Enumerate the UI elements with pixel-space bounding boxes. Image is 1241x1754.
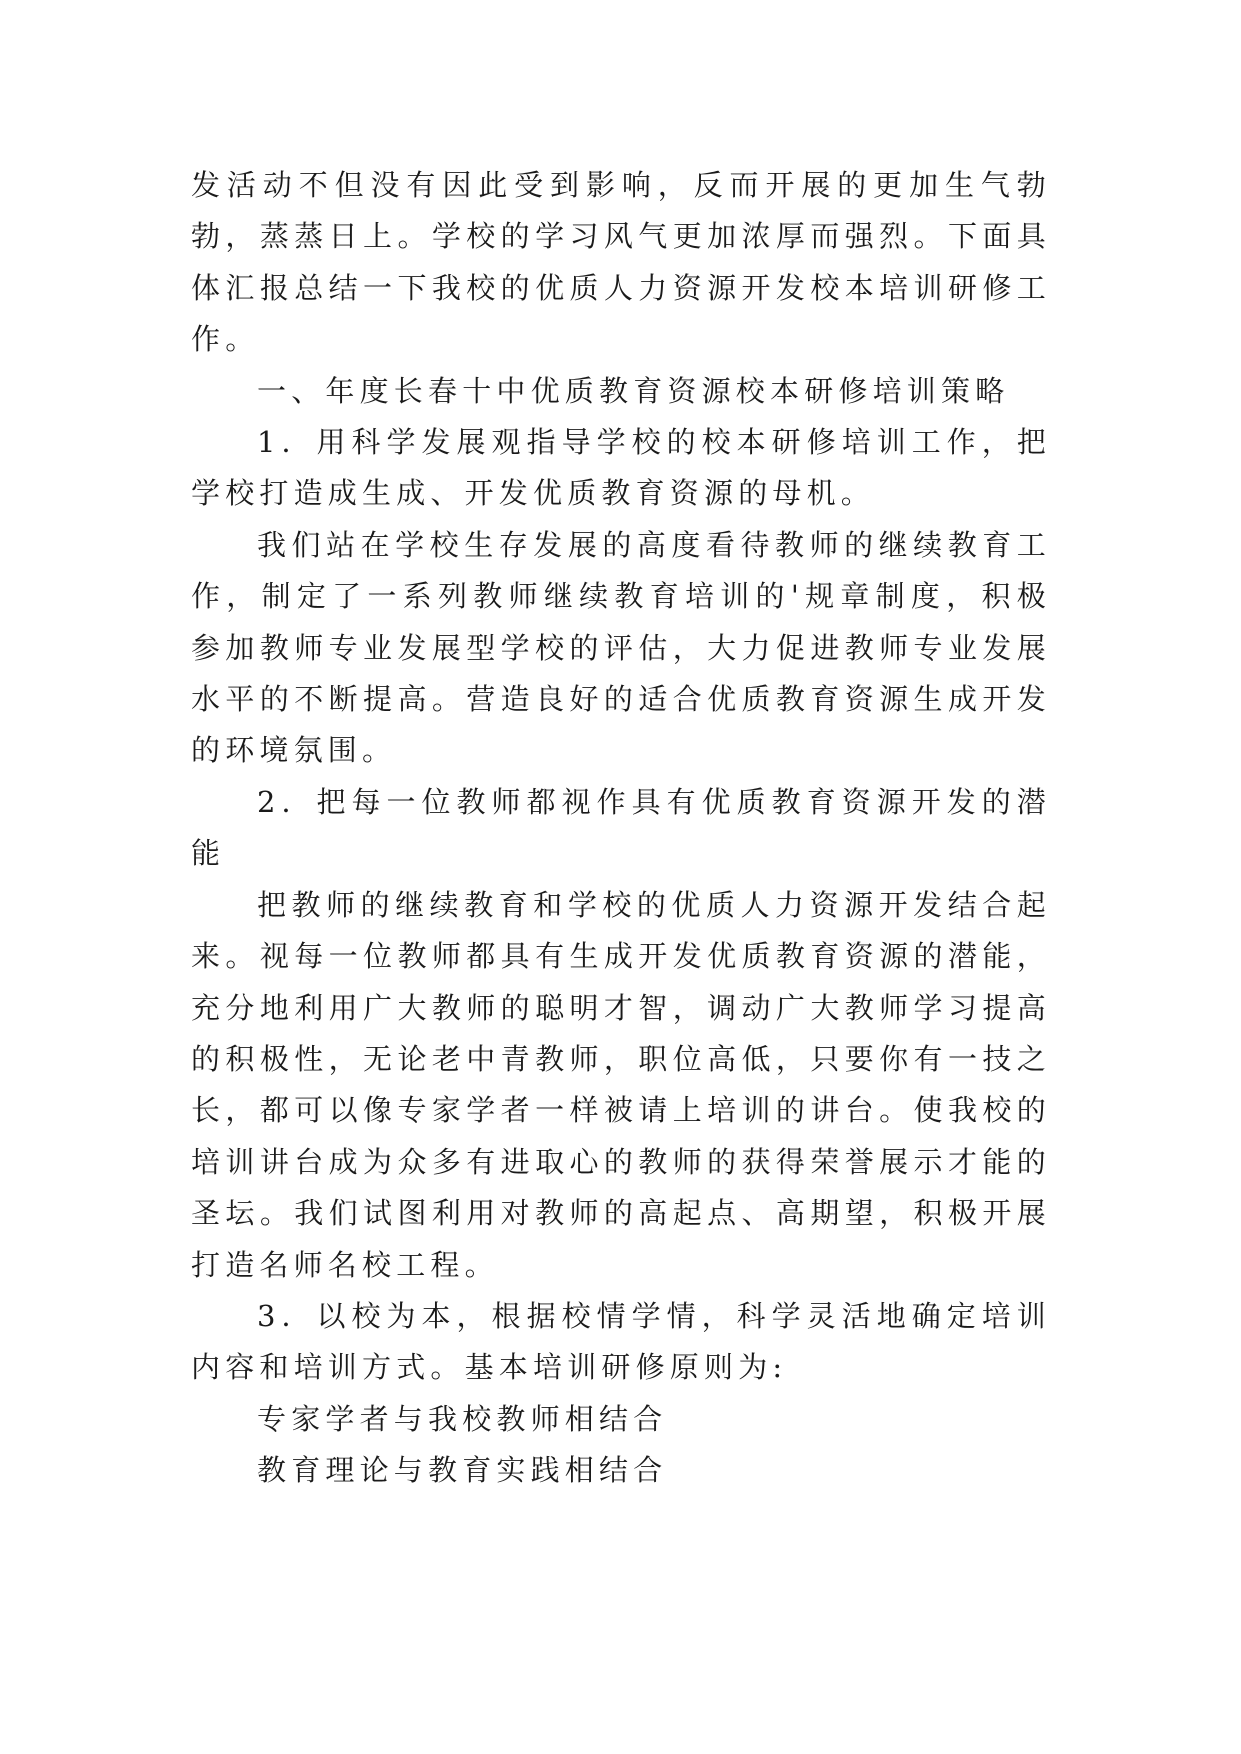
paragraph-point-1-body: 我们站在学校生存发展的高度看待教师的继续教育工作，制定了一系列教师继续教育培训的'规章制度，积极参加教师专业发展型学校的评估，大力促进教师专业发展水平的不断提高。营造良好的适合优质教育资源生成开发的环境氛围。: [191, 527, 1051, 768]
numbered-point-3: 3．以校为本，根据校情学情，科学灵活地确定培训内容和培训方式。基本培训研修原则为:: [191, 1298, 1051, 1385]
numbered-point-1: 1．用科学发展观指导学校的校本研修培训工作，把学校打造成生成、开发优质教育资源的母机。: [191, 425, 1051, 511]
principle-item-2: 教育理论与教育实践相结合: [257, 1453, 668, 1488]
paragraph-point-2-body: 把教师的继续教育和学校的优质人力资源开发结合起来。视每一位教师都具有生成开发优质教育资源的潜能，充分地利用广大教师的聪明才智，调动广大教师学习提高的积极性，无论老中青教师，职位高低，只要你有一技之长，都可以像专家学者一样被请上培训的讲台。使我校的培训讲台成为众多有进取心的教师的获得荣誉展示才能的圣坛。我们试图利用对教师的高起点、高期望，积极开展打造名师名校工程。: [191, 887, 1051, 1282]
section-heading: 一、年度长春十中优质教育资源校本研修培训策略: [257, 373, 1010, 408]
document-body: [191, 160, 1051, 1497]
paragraph-continuation: 发活动不但没有因此受到影响，反而开展的更加生气勃勃，蒸蒸日上。学校的学习风气更加浓厚而强烈。下面具体汇报总结一下我校的优质人力资源开发校本培训研修工作。: [191, 168, 1051, 357]
principle-item-1: 专家学者与我校教师相结合: [257, 1401, 668, 1436]
numbered-point-2: 2．把每一位教师都视作具有优质教育资源开发的潜能: [191, 784, 1051, 871]
